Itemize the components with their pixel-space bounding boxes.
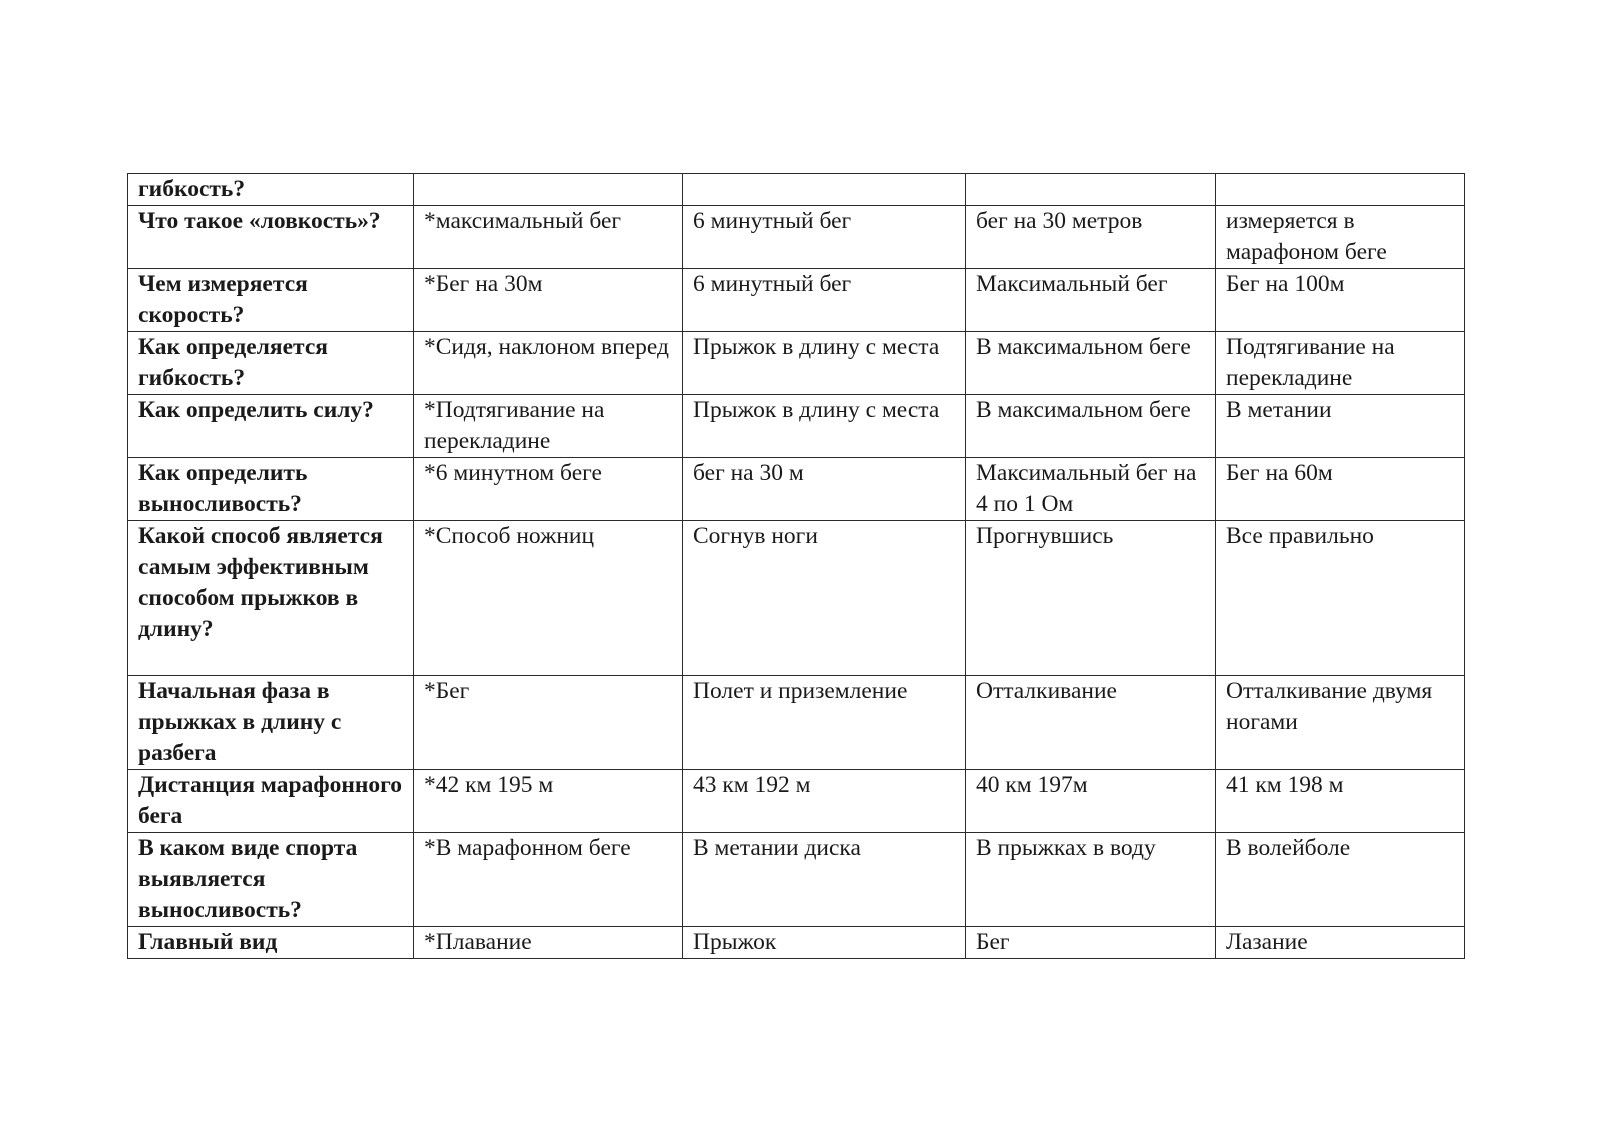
answer-cell: *Бег на 30м xyxy=(414,269,683,332)
answer-cell: В максимальном беге xyxy=(966,332,1216,395)
table-row xyxy=(128,458,1465,521)
table-row xyxy=(128,332,1465,395)
answer-cell: *Подтягивание на перекладине xyxy=(414,395,683,458)
answer-cell: Отталкивание двумя ногами xyxy=(1216,676,1465,770)
answer-cell: Отталкивание xyxy=(966,676,1216,770)
answer-cell: *В марафонном беге xyxy=(414,833,683,927)
answer-cell: бег на 30 м xyxy=(683,458,966,521)
table-row xyxy=(128,676,1465,770)
answer-cell: Максимальный бег на 4 по 1 Ом xyxy=(966,458,1216,521)
answer-cell: измеряется в марафоном беге xyxy=(1216,206,1465,269)
answer-cell: *Способ ножниц xyxy=(414,521,683,676)
answer-cell: Бег на 60м xyxy=(1216,458,1465,521)
question-cell: Как определяется гибкость? xyxy=(128,332,414,395)
answer-cell: Прыжок в длину с места xyxy=(683,395,966,458)
answer-cell: В максимальном беге xyxy=(966,395,1216,458)
answer-cell xyxy=(1216,174,1465,206)
answer-cell: Согнув ноги xyxy=(683,521,966,676)
table-row xyxy=(128,174,1465,206)
question-cell: Какой способ является самым эффективным способом прыжков в длину? xyxy=(128,521,414,676)
question-cell: Главный вид xyxy=(128,927,414,959)
answer-cell: Прогнувшись xyxy=(966,521,1216,676)
table-row xyxy=(128,395,1465,458)
answer-cell: *Сидя, наклоном вперед xyxy=(414,332,683,395)
table-row xyxy=(128,833,1465,927)
answer-cell xyxy=(414,174,683,206)
question-cell: Что такое «ловкость»? xyxy=(128,206,414,269)
answer-cell: В метании xyxy=(1216,395,1465,458)
answer-cell: Максимальный бег xyxy=(966,269,1216,332)
question-cell: Дистанция марафонного бега xyxy=(128,770,414,833)
answer-cell: Бег на 100м xyxy=(1216,269,1465,332)
answer-cell: Полет и приземление xyxy=(683,676,966,770)
question-cell: В каком виде спорта выявляется выносливость? xyxy=(128,833,414,927)
answer-cell: 43 км 192 м xyxy=(683,770,966,833)
question-cell: Начальная фаза в прыжках в длину с разбега xyxy=(128,676,414,770)
question-cell: Как определить силу? xyxy=(128,395,414,458)
answer-cell xyxy=(683,174,966,206)
answer-cell: *Плавание xyxy=(414,927,683,959)
question-cell: Как определить выносливость? xyxy=(128,458,414,521)
answer-cell: Подтягивание на перекладине xyxy=(1216,332,1465,395)
answer-cell: В прыжках в воду xyxy=(966,833,1216,927)
question-cell: Чем измеряется скорость? xyxy=(128,269,414,332)
answer-cell: В метании диска xyxy=(683,833,966,927)
answer-cell: *максимальный бег xyxy=(414,206,683,269)
answer-cell: 6 минутный бег xyxy=(683,206,966,269)
answer-cell xyxy=(966,174,1216,206)
table-row xyxy=(128,269,1465,332)
answer-cell: 41 км 198 м xyxy=(1216,770,1465,833)
quiz-table xyxy=(127,173,1465,959)
answer-cell: Прыжок в длину с места xyxy=(683,332,966,395)
answer-cell: Прыжок xyxy=(683,927,966,959)
table-row xyxy=(128,206,1465,269)
answer-cell: Лазание xyxy=(1216,927,1465,959)
answer-cell: Бег xyxy=(966,927,1216,959)
table-row xyxy=(128,521,1465,676)
answer-cell: В волейболе xyxy=(1216,833,1465,927)
question-cell: гибкость? xyxy=(128,174,414,206)
answer-cell: *42 км 195 м xyxy=(414,770,683,833)
table-row xyxy=(128,927,1465,959)
answer-cell: *Бег xyxy=(414,676,683,770)
answer-cell: Все правильно xyxy=(1216,521,1465,676)
table-row xyxy=(128,770,1465,833)
answer-cell: *6 минутном беге xyxy=(414,458,683,521)
answer-cell: 40 км 197м xyxy=(966,770,1216,833)
answer-cell: 6 минутный бег xyxy=(683,269,966,332)
answer-cell: бег на 30 метров xyxy=(966,206,1216,269)
